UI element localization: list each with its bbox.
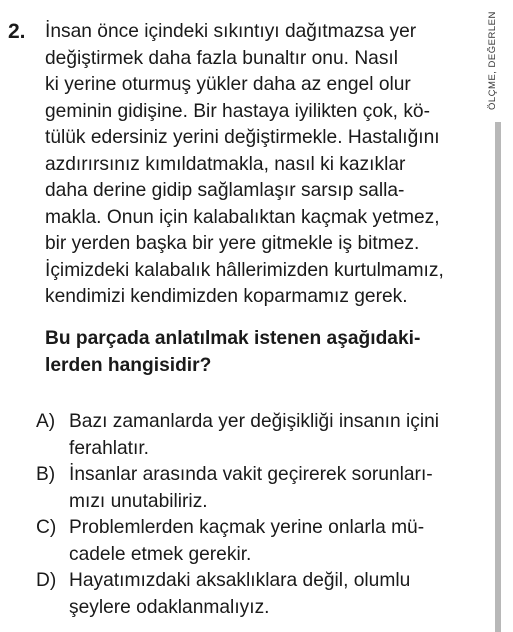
passage-line: değiştirmek daha fazla bunaltır onu. Nasıl bbox=[45, 47, 399, 69]
option-letter: D) bbox=[36, 570, 57, 591]
option-line: Problemlerden kaçmak yerine onlarla mü- bbox=[69, 517, 425, 538]
option-d[interactable] bbox=[36, 568, 484, 621]
question-number: 2. bbox=[8, 20, 26, 43]
option-letter: A) bbox=[36, 411, 56, 432]
side-bar bbox=[495, 122, 501, 632]
passage-line: daha derine gidip sağlamlaşır sarsıp salla- bbox=[45, 180, 405, 201]
option-line: şeylere odaklanmalıyız. bbox=[69, 596, 270, 618]
option-c[interactable] bbox=[36, 515, 484, 568]
option-b[interactable] bbox=[36, 462, 484, 515]
option-letter: C) bbox=[36, 517, 57, 538]
prompt-line: lerden hangisidir? bbox=[45, 355, 212, 376]
passage bbox=[45, 19, 480, 311]
passage-line: makla. Onun için kalabalıktan kaçmak yetmez, bbox=[45, 206, 440, 228]
passage-line: İnsan önce içindeki sıkıntıyı dağıtmazsa yer bbox=[45, 21, 417, 42]
option-line: İnsanlar arasında vakit geçirerek sorunları- bbox=[69, 464, 433, 485]
option-text bbox=[69, 409, 484, 462]
option-text bbox=[69, 515, 484, 568]
option-line: mızı unutabiliriz. bbox=[69, 490, 208, 512]
option-text bbox=[69, 462, 484, 515]
option-line: ferahlatır. bbox=[69, 437, 149, 459]
passage-line: azdırırsınız kımıldatmakla, nasıl ki kazıklar bbox=[45, 153, 406, 175]
option-text bbox=[69, 568, 484, 621]
option-letter: B) bbox=[36, 464, 56, 485]
prompt-line: Bu parçada anlatılmak istenen aşağıdaki- bbox=[45, 328, 421, 349]
passage-line: tülük edersiniz yerini değiştirmekle. Hastalığını bbox=[45, 127, 440, 148]
option-a[interactable] bbox=[36, 409, 484, 462]
passage-line: İçimizdeki kalabalık hâllerimizden kurtulmamız, bbox=[45, 259, 444, 281]
passage-line: kendimizi kendimizden koparmamız gerek. bbox=[45, 286, 408, 307]
option-line: cadele etmek gerekir. bbox=[69, 543, 252, 565]
answer-options bbox=[36, 409, 484, 621]
side-label: ÖLÇME, DEĞERLEN bbox=[487, 11, 498, 110]
option-line: Hayatımızdaki aksaklıklara değil, olumlu bbox=[69, 570, 411, 591]
passage-line: geminin gidişine. Bir hastaya iyilikten çok, kö- bbox=[45, 100, 430, 122]
passage-line: ki yerine oturmuş yükler daha az engel olur bbox=[45, 74, 411, 95]
question-prompt bbox=[45, 325, 480, 379]
passage-line: bir yerden başka bir yere gitmekle iş bitmez. bbox=[45, 233, 420, 254]
option-line: Bazı zamanlarda yer değişikliği insanın içini bbox=[69, 411, 440, 432]
